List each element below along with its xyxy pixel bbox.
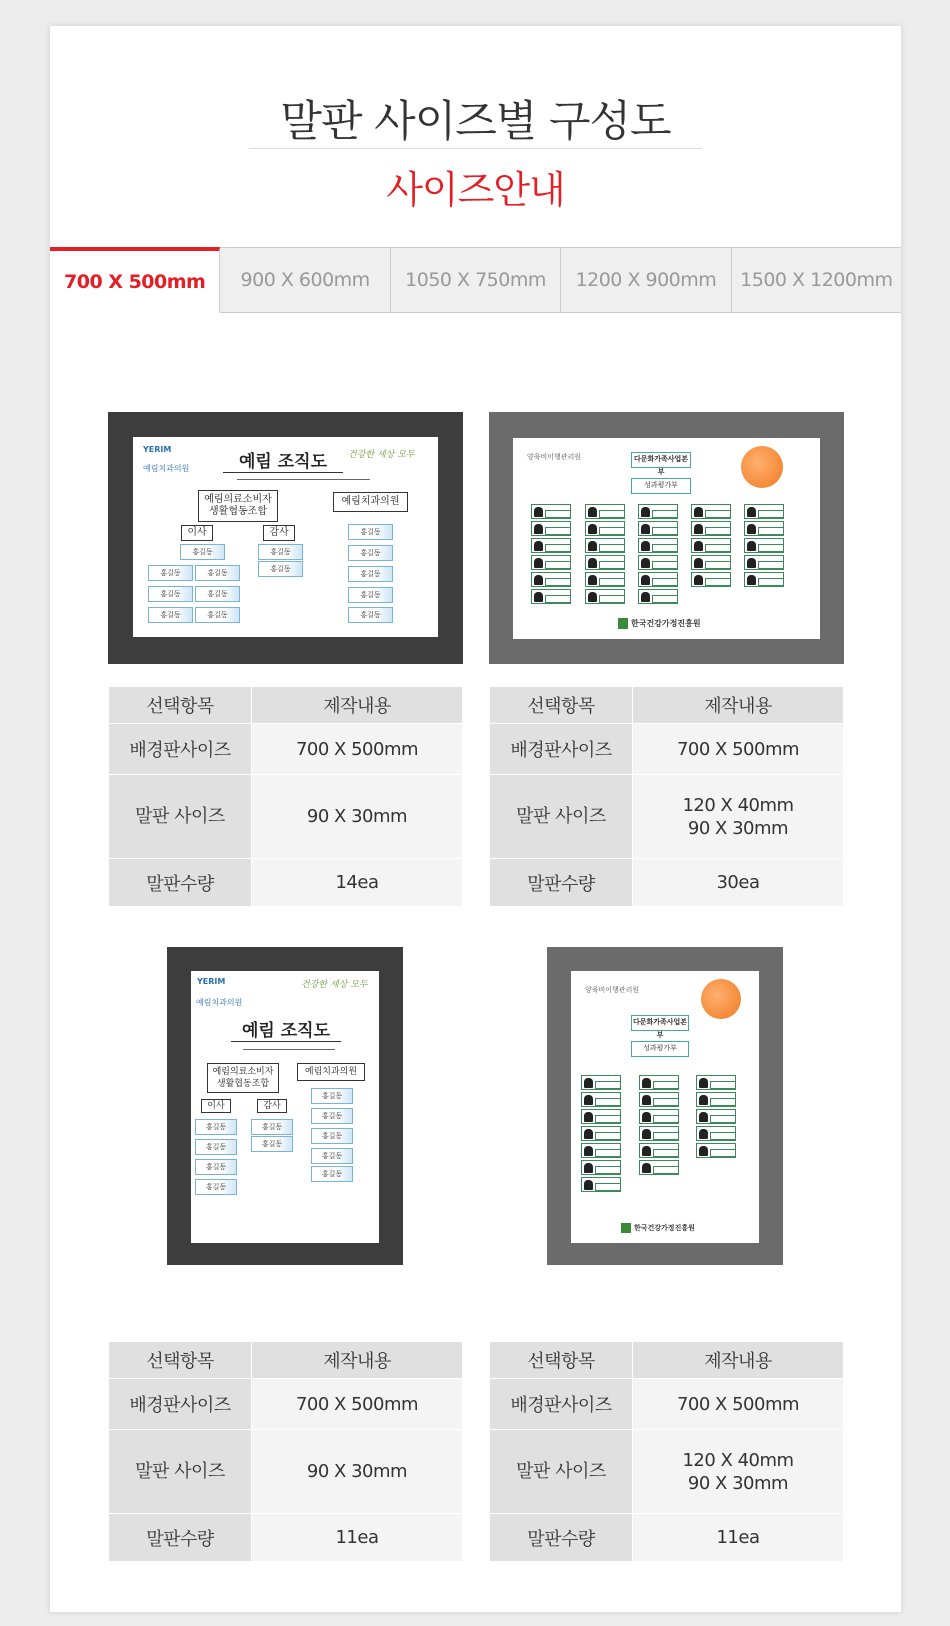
yerim-logo-text: 예림치과의원 <box>143 464 190 473</box>
name-plate: 홍길동 <box>311 1128 353 1144</box>
name-plate: 홍길동 <box>195 1159 237 1175</box>
photo-plate <box>638 555 678 570</box>
board-title: 예림 조직도 <box>223 447 343 473</box>
org-box-left: 예림의료소비자 생활협동조합 <box>207 1063 279 1093</box>
photo-plate <box>531 572 571 587</box>
photo-plate <box>639 1126 679 1141</box>
slogan-graphic: 건강한 세상 모두 <box>348 450 415 460</box>
photo-plate <box>581 1126 621 1141</box>
org-box-director: 이사 <box>201 1099 231 1113</box>
tab-700x500[interactable]: 700 X 500mm <box>50 247 220 313</box>
spec-val-plate-size <box>633 1430 844 1514</box>
tab-1050x750[interactable]: 1050 X 750mm <box>391 247 561 313</box>
photo-plate <box>696 1092 736 1107</box>
dept-box: 다문화가족사업본부 <box>631 1015 689 1031</box>
spec-table-2 <box>489 686 844 907</box>
name-plate: 홍길동 <box>148 586 193 602</box>
photo-plate <box>585 589 625 604</box>
spec-val-plate-size <box>252 775 463 859</box>
page-title: 말판 사이즈별 구성도 <box>280 97 671 147</box>
spec-key-qty: 말판수량 <box>109 1514 252 1562</box>
photo-plate <box>581 1092 621 1107</box>
orange-graphic <box>741 446 783 488</box>
photo-plate <box>638 504 678 519</box>
name-plate: 홍길동 <box>195 607 240 623</box>
name-plate: 홍길동 <box>195 1179 237 1195</box>
name-plate: 홍길동 <box>258 544 303 560</box>
spec-key-qty: 말판수량 <box>109 859 252 907</box>
plate-size-line-2: 90 X 30mm <box>687 1472 789 1494</box>
tab-1500x1200[interactable]: 1500 X 1200mm <box>732 247 901 313</box>
content-card <box>50 26 901 1612</box>
photo-plate <box>581 1177 621 1192</box>
spec-table-1 <box>108 686 463 907</box>
spec-key-bg-size: 배경판사이즈 <box>490 724 633 775</box>
photo-plate <box>696 1143 736 1158</box>
spec-val-qty: 14ea <box>252 859 463 907</box>
spec-header-item: 선택항목 <box>490 687 633 724</box>
photo-plate <box>638 572 678 587</box>
spec-key-bg-size: 배경판사이즈 <box>109 1379 252 1430</box>
page-subtitle: 사이즈안내 <box>386 168 565 212</box>
photo-plate <box>581 1075 621 1090</box>
photo-plate <box>691 538 731 553</box>
spec-key-qty: 말판수량 <box>490 859 633 907</box>
plate-size-line-1: 120 X 40mm <box>682 794 794 816</box>
name-plate: 홍길동 <box>195 586 240 602</box>
org-line <box>243 1049 335 1050</box>
photo-plate <box>585 504 625 519</box>
name-plate: 홍길동 <box>251 1119 293 1135</box>
tab-900x600[interactable]: 900 X 600mm <box>220 247 390 313</box>
org-box-right: 예림치과의원 <box>297 1063 365 1081</box>
photo-plate <box>581 1143 621 1158</box>
spec-header-content: 제작내용 <box>633 1342 844 1379</box>
agency-footer-logo: 한국건강가정진흥원 <box>621 1223 695 1233</box>
product-image-2 <box>489 412 844 664</box>
photo-plate <box>691 504 731 519</box>
spec-val-qty: 11ea <box>252 1514 463 1562</box>
photo-plate <box>696 1126 736 1141</box>
spec-header-item: 선택항목 <box>109 687 252 724</box>
name-plate: 홍길동 <box>311 1108 353 1124</box>
spec-val-bg-size: 700 X 500mm <box>252 1379 463 1430</box>
yerim-logo: YERIM <box>143 445 172 454</box>
org-box-director: 이사 <box>181 525 213 541</box>
photo-plate <box>744 521 784 536</box>
photo-plate <box>639 1160 679 1175</box>
name-plate: 홍길동 <box>348 587 393 603</box>
photo-plate <box>691 572 731 587</box>
photo-plate <box>531 504 571 519</box>
name-plate: 홍길동 <box>258 561 303 577</box>
name-plate: 홍길동 <box>148 565 193 581</box>
spec-key-plate-size: 말판 사이즈 <box>490 1430 633 1514</box>
photo-plate <box>744 538 784 553</box>
photo-plate <box>638 589 678 604</box>
spec-header-content: 제작내용 <box>252 687 463 724</box>
photo-plate <box>639 1092 679 1107</box>
plate-size-line-1: 90 X 30mm <box>306 806 408 827</box>
photo-plate <box>638 538 678 553</box>
product-image-4 <box>547 947 783 1265</box>
org-box-auditor: 감사 <box>263 525 295 541</box>
agency-footer-logo: 한국건강가정진흥원 <box>618 618 701 629</box>
spec-val-plate-size <box>252 1430 463 1514</box>
plate-size-line-1: 120 X 40mm <box>682 1449 794 1471</box>
name-plate: 홍길동 <box>180 544 225 560</box>
photo-plate <box>531 589 571 604</box>
photo-plate <box>531 521 571 536</box>
yerim-logo-text: 예림치과의원 <box>196 998 243 1007</box>
org-box-right: 예림치과의원 <box>333 492 408 512</box>
photo-plate <box>639 1143 679 1158</box>
board-title: 예림 조직도 <box>231 1016 341 1042</box>
slogan-graphic: 건강한 세상 모두 <box>301 980 368 990</box>
name-plate: 홍길동 <box>311 1166 353 1182</box>
product-image-3 <box>167 947 403 1265</box>
spec-key-plate-size: 말판 사이즈 <box>109 775 252 859</box>
spec-val-qty: 30ea <box>633 859 844 907</box>
orange-graphic <box>701 979 741 1019</box>
photo-plate <box>638 521 678 536</box>
photo-plate <box>585 521 625 536</box>
spec-header-content: 제작내용 <box>252 1342 463 1379</box>
org-box-auditor: 감사 <box>257 1099 287 1113</box>
plate-size-line-1: 90 X 30mm <box>306 1461 408 1482</box>
org-line <box>237 479 370 480</box>
name-plate: 홍길동 <box>348 524 393 540</box>
product-image-1 <box>108 412 463 664</box>
photo-plate <box>581 1160 621 1175</box>
yerim-logo: YERIM <box>197 977 226 986</box>
org-box-left: 예림의료소비자 생활협동조합 <box>198 490 278 522</box>
name-plate: 홍길동 <box>348 545 393 561</box>
team-box: 성과평가부 <box>631 1041 689 1057</box>
photo-plate <box>581 1109 621 1124</box>
spec-key-plate-size: 말판 사이즈 <box>109 1430 252 1514</box>
photo-plate <box>744 555 784 570</box>
spec-key-bg-size: 배경판사이즈 <box>490 1379 633 1430</box>
spec-key-plate-size: 말판 사이즈 <box>490 775 633 859</box>
spec-val-bg-size: 700 X 500mm <box>252 724 463 775</box>
photo-plate <box>691 555 731 570</box>
photo-plate <box>696 1075 736 1090</box>
name-plate: 홍길동 <box>251 1136 293 1152</box>
photo-plate <box>744 572 784 587</box>
photo-plate <box>531 538 571 553</box>
photo-plate <box>691 521 731 536</box>
plate-size-line-2: 90 X 30mm <box>687 817 789 839</box>
agency-logo: 양육비이행관리원 <box>585 986 640 994</box>
spec-header-item: 선택항목 <box>109 1342 252 1379</box>
name-plate: 홍길동 <box>348 607 393 623</box>
spec-table-4 <box>489 1341 844 1562</box>
name-plate: 홍길동 <box>195 1119 237 1135</box>
photo-plate <box>585 572 625 587</box>
spec-header-content: 제작내용 <box>633 687 844 724</box>
dept-box: 다문화가족사업본부 <box>631 452 691 468</box>
title-divider <box>249 148 702 149</box>
spec-key-qty: 말판수량 <box>490 1514 633 1562</box>
photo-plate <box>696 1109 736 1124</box>
name-plate: 홍길동 <box>311 1148 353 1164</box>
spec-val-bg-size: 700 X 500mm <box>633 724 844 775</box>
spec-val-qty: 11ea <box>633 1514 844 1562</box>
photo-plate <box>639 1109 679 1124</box>
name-plate: 홍길동 <box>195 1139 237 1155</box>
name-plate: 홍길동 <box>148 607 193 623</box>
name-plate: 홍길동 <box>311 1088 353 1104</box>
team-box: 성과평가부 <box>631 478 691 494</box>
spec-table-3 <box>108 1341 463 1562</box>
name-plate: 홍길동 <box>195 565 240 581</box>
spec-key-bg-size: 배경판사이즈 <box>109 724 252 775</box>
tab-1200x900[interactable]: 1200 X 900mm <box>561 247 731 313</box>
name-plate: 홍길동 <box>348 566 393 582</box>
photo-plate <box>639 1075 679 1090</box>
photo-plate <box>585 538 625 553</box>
photo-plate <box>744 504 784 519</box>
spec-header-item: 선택항목 <box>490 1342 633 1379</box>
spec-val-bg-size: 700 X 500mm <box>633 1379 844 1430</box>
spec-val-plate-size <box>633 775 844 859</box>
agency-logo: 양육비이행관리원 <box>527 453 582 461</box>
photo-plate <box>585 555 625 570</box>
photo-plate <box>531 555 571 570</box>
size-tabs <box>50 247 901 313</box>
